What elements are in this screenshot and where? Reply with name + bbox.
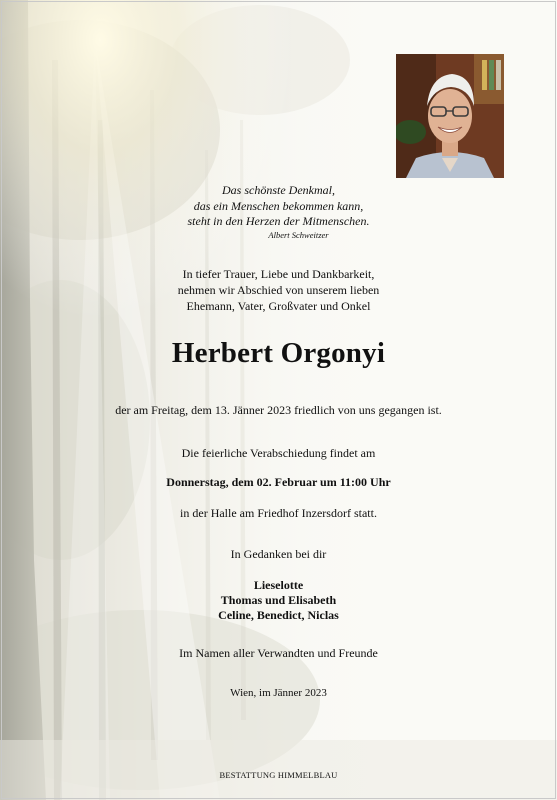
intro-line: nehmen wir Abschied von unserem lieben xyxy=(177,283,380,297)
quote-author: Albert Schweitzer xyxy=(268,230,329,240)
memorial-quote xyxy=(0,183,557,230)
portrait-photo xyxy=(396,54,504,178)
remembrance-text: In Gedanken bei dir xyxy=(230,547,327,561)
relatives-text: Im Namen aller Verwandten und Freunde xyxy=(179,646,378,660)
death-date-text: der am Freitag, dem 13. Jänner 2023 friedlich von uns gegangen ist. xyxy=(115,403,442,417)
quote-line: steht in den Herzen der Mitmenschen. xyxy=(187,214,370,228)
ceremony-place: in der Halle am Friedhof Inzersdorf statt. xyxy=(180,506,377,520)
family-member: Celine, Benedict, Niclas xyxy=(218,608,339,622)
intro-line: In tiefer Trauer, Liebe und Dankbarkeit, xyxy=(182,267,375,281)
ceremony-intro: Die feierliche Verabschiedung findet am xyxy=(181,446,376,460)
family-list xyxy=(0,578,557,623)
family-member: Lieselotte xyxy=(253,578,304,592)
mourning-intro xyxy=(0,266,557,314)
family-member: Thomas und Elisabeth xyxy=(220,593,337,607)
ceremony-datetime: Donnerstag, dem 02. Februar um 11:00 Uhr xyxy=(166,475,391,489)
place-date: Wien, im Jänner 2023 xyxy=(230,687,327,699)
quote-line: Das schönste Denkmal, xyxy=(222,183,335,197)
quote-line: das ein Menschen bekommen kann, xyxy=(193,198,364,213)
funeral-home-name: BESTATTUNG HIMMELBLAU xyxy=(219,770,338,780)
deceased-name: Herbert Orgonyi xyxy=(171,337,386,369)
intro-line: Ehemann, Vater, Großvater und Onkel xyxy=(186,299,371,313)
